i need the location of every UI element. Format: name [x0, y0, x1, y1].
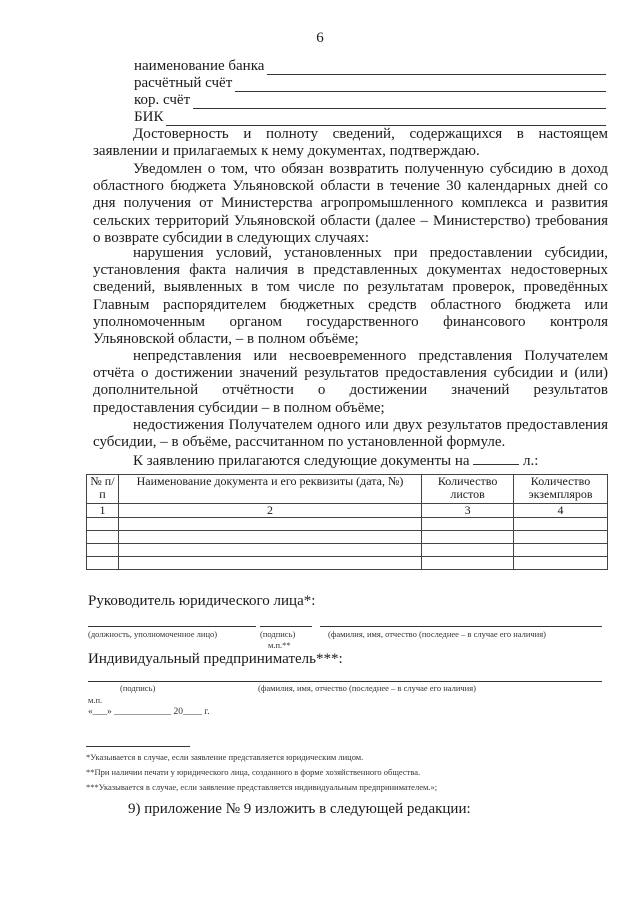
- bik-label: БИК: [134, 109, 164, 125]
- paragraph-case-results: недостижения Получателем одного или двух результатов предоставления субсидии, – в объёме, рассчитанном по установленной формуле.: [93, 417, 608, 451]
- table-cell: [118, 557, 421, 570]
- table-header-sheets: Количество листов: [422, 475, 514, 504]
- signature-caption: (подпись): [260, 629, 296, 639]
- corr-account-label: кор. счёт: [134, 92, 191, 108]
- table-cell: [118, 544, 421, 557]
- paragraph-case-violation: нарушения условий, установленных при предоставлении субсидии, установления факта наличия в представленных документах недостоверных сведений, выявленных в том числе по результатам проверок, проведённых Главным распорядителем бюджетных средств областного бюджета или уполномоченным органом государственного финансового контроля Ульяновской области, – в полном объёме;: [93, 245, 608, 348]
- footnote-1: *Указывается в случае, если заявление представляется юридическим лицом.: [86, 752, 364, 762]
- table-cell: [87, 518, 119, 531]
- attachments-text: К заявлению прилагаются следующие документы на: [133, 453, 470, 469]
- bank-name-field: [134, 58, 606, 75]
- corr-account-line: [193, 95, 606, 109]
- table-row: [87, 531, 608, 544]
- table-cell: [422, 518, 514, 531]
- table-cell: 1: [87, 504, 119, 518]
- position-caption: (должность, уполномоченное лицо): [88, 629, 218, 639]
- table-row: [87, 557, 608, 570]
- bik-line: [166, 112, 606, 126]
- entrepreneur-name-caption: (фамилия, имя, отчество (последнее – в случае его наличия): [258, 683, 476, 693]
- paragraph-attachments: [93, 452, 608, 470]
- table-cell: [514, 518, 608, 531]
- footnote-3: ***Указывается в случае, если заявление представляется индивидуальным предпринимателем.»;: [86, 782, 438, 792]
- paragraph-case-report: непредставления или несвоевременного представления Получателем отчёта о достижении значений результатов предоставления субсидии и (или) дополнительной отчётности о достижении значений результатов предоставления субсидии – в полном объёме;: [93, 348, 608, 416]
- table-cell: [87, 557, 119, 570]
- table-cell: [422, 557, 514, 570]
- table-cell: [514, 557, 608, 570]
- table-cell: [87, 544, 119, 557]
- table-number-row: [87, 504, 608, 518]
- table-cell: 4: [514, 504, 608, 518]
- table-cell: [514, 531, 608, 544]
- table-cell: [514, 544, 608, 557]
- table-cell: [118, 518, 421, 531]
- table-cell: 2: [118, 504, 421, 518]
- account-label: расчётный счёт: [134, 75, 233, 91]
- bik-field: [134, 109, 606, 126]
- table-cell: [87, 531, 119, 544]
- entrepreneur-label: Индивидуальный предприниматель***:: [88, 651, 343, 667]
- stamp-label: м.п.**: [268, 640, 291, 650]
- corr-account-field: [134, 92, 606, 109]
- attachments-suffix: л.:: [523, 453, 539, 469]
- closing-instruction: 9) приложение № 9 изложить в следующей редакции:: [128, 801, 471, 817]
- signature-line: [260, 626, 312, 627]
- footnote-2: **При наличии печати у юридического лица, созданного в форме хозяйственного общества.: [86, 767, 421, 777]
- entrepreneur-signature-caption: (подпись): [120, 683, 156, 693]
- page-number: 6: [316, 30, 324, 46]
- date-line: «___» ____________ 20____ г.: [88, 707, 210, 717]
- table-header-row: [87, 475, 608, 504]
- sheets-count-blank: [473, 452, 519, 465]
- bank-name-line: [267, 61, 606, 75]
- account-field: [134, 75, 606, 92]
- table-row: [87, 544, 608, 557]
- table-header-number: № п/п: [87, 475, 119, 504]
- account-line: [235, 78, 606, 92]
- entrepreneur-line: [88, 681, 602, 682]
- documents-table: [86, 474, 608, 570]
- table-row: [87, 518, 608, 531]
- full-name-caption: (фамилия, имя, отчество (последнее – в случае его наличия): [328, 629, 546, 639]
- table-cell: 3: [422, 504, 514, 518]
- bank-name-label: наименование банка: [134, 58, 265, 74]
- position-line: [88, 626, 256, 627]
- table-header-document: Наименование документа и его реквизиты (дата, №): [118, 475, 421, 504]
- full-name-line: [320, 626, 602, 627]
- table-header-copies: Количество экземпляров: [514, 475, 608, 504]
- head-of-legal-entity-label: Руководитель юридического лица*:: [88, 593, 316, 609]
- table-cell: [422, 544, 514, 557]
- table-cell: [422, 531, 514, 544]
- table-cell: [118, 531, 421, 544]
- footnote-separator: [86, 746, 190, 747]
- paragraph-confirmation: Достоверность и полноту сведений, содержащихся в настоящем заявлении и прилагаемых к нему документах, подтверждаю.: [93, 126, 608, 160]
- entrepreneur-stamp-label: м.п.: [88, 695, 103, 705]
- paragraph-notice: Уведомлен о том, что обязан возвратить полученную субсидию в доход областного бюджета Ульяновской области в течение 30 календарных дней со дня получения от Министерства агропромышленного комплекса и развития сельских территорий Ульяновской области (далее – Министерство) требования о возврате субсидии в следующих случаях:: [93, 161, 608, 246]
